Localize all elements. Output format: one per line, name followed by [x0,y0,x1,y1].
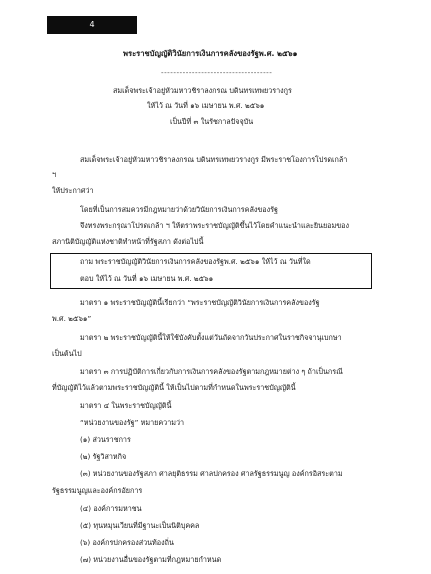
preamble-line-1: สมเด็จพระเจ้าอยู่หัวมหาวชิราลงกรณ บดินทรเทพยวรางกูร มีพระราชโองการโปรดเกล้า [80,155,348,164]
list-item-continuation: รัฐธรรมนูญและองค์กรอัยการ [52,486,143,495]
king-name: สมเด็จพระเจ้าอยู่หัวมหาวชิราลงกรณ บดินทรเทพยวรางกูร [113,86,292,95]
section-2-line-1: มาตรา ๒ พระราชบัญญัตินี้ให้ใช้บังคับตั้งแต่วันถัดจากวันประกาศในราชกิจจานุเบกษา [80,333,342,342]
section-4-line-2: “หน่วยงานของรัฐ” หมายความว่า [80,418,185,427]
preamble-line-4: โดยที่เป็นการสมควรมีกฎหมายว่าด้วยวินัยการเงินการคลังของรัฐ [80,205,278,214]
page-number-badge: 4 [47,16,137,34]
qa-answer: ตอบ ให้ไว้ ณ วันที่ ๑๖ เมษายน พ.ศ. ๒๕๖๑ [80,274,214,283]
list-item: (๑) ส่วนราชการ [80,435,131,444]
list-item: (๒) รัฐวิสาหกิจ [80,452,127,461]
list-item: (๔) องค์การมหาชน [80,504,142,513]
list-item: (๓) หน่วยงานของรัฐสภา ศาลยุติธรรม ศาลปกครอง ศาลรัฐธรรมนูญ องค์กรอิสระตาม [80,469,343,478]
preamble-line-3: ให้ประกาศว่า [52,186,94,195]
section-1-line-2: พ.ศ. ๒๕๖๑” [52,314,92,323]
section-4-line-1: มาตรา ๔ ในพระราชบัญญัตินี้ [80,401,172,410]
list-item: (๗) หน่วยงานอื่นของรัฐตามที่กฎหมายกำหนด [80,555,222,564]
preamble-line-5: จึงทรงพระกรุณาโปรดเกล้า ฯ ให้ตราพระราชบัญญัติขึ้นไว้โดยคำแนะนำและยินยอมของ [80,221,349,230]
section-1-line-1: มาตรา ๑ พระราชบัญญัตินี้เรียกว่า “พระราชบัญญัติวินัยการเงินการคลังของรัฐ [80,298,320,307]
preamble-line-6: สภานิติบัญญัติแห่งชาติทำหน้าที่รัฐสภา ดังต่อไปนี้ [52,237,204,246]
act-title: พระราชบัญญัติวินัยการเงินการคลังของรัฐพ.ศ. ๒๕๖๑ [123,49,298,58]
list-item: (๕) ทุนหมุนเวียนที่มีฐานะเป็นนิติบุคคล [80,521,200,530]
title-separator: ------------------------------------ [161,68,273,77]
section-2-line-2: เป็นต้นไป [52,349,82,358]
given-date: ให้ไว้ ณ วันที่ ๑๖ เมษายน พ.ศ. ๒๕๖๑ [147,101,265,110]
section-3-line-2: ที่บัญญัติไว้แล้วตามพระราชบัญญัตินี้ ให้เป็นไปตามที่กำหนดในพระราชบัญญัตินี้ [52,383,296,392]
preamble-line-2: ฯ [52,170,57,179]
qa-question: ถาม พระราชบัญญัติวินัยการเงินการคลังของรัฐพ.ศ. ๒๕๖๑ ให้ไว้ ณ วันที่ใด [80,257,311,266]
list-item: (๖) องค์กรปกครองส่วนท้องถิ่น [80,538,174,547]
reign-year: เป็นปีที่ ๓ ในรัชกาลปัจจุบัน [170,117,254,126]
section-3-line-1: มาตรา ๓ การปฏิบัติการเกี่ยวกับการเงินการคลังของรัฐตามกฎหมายต่าง ๆ ถ้าเป็นกรณี [80,367,343,376]
